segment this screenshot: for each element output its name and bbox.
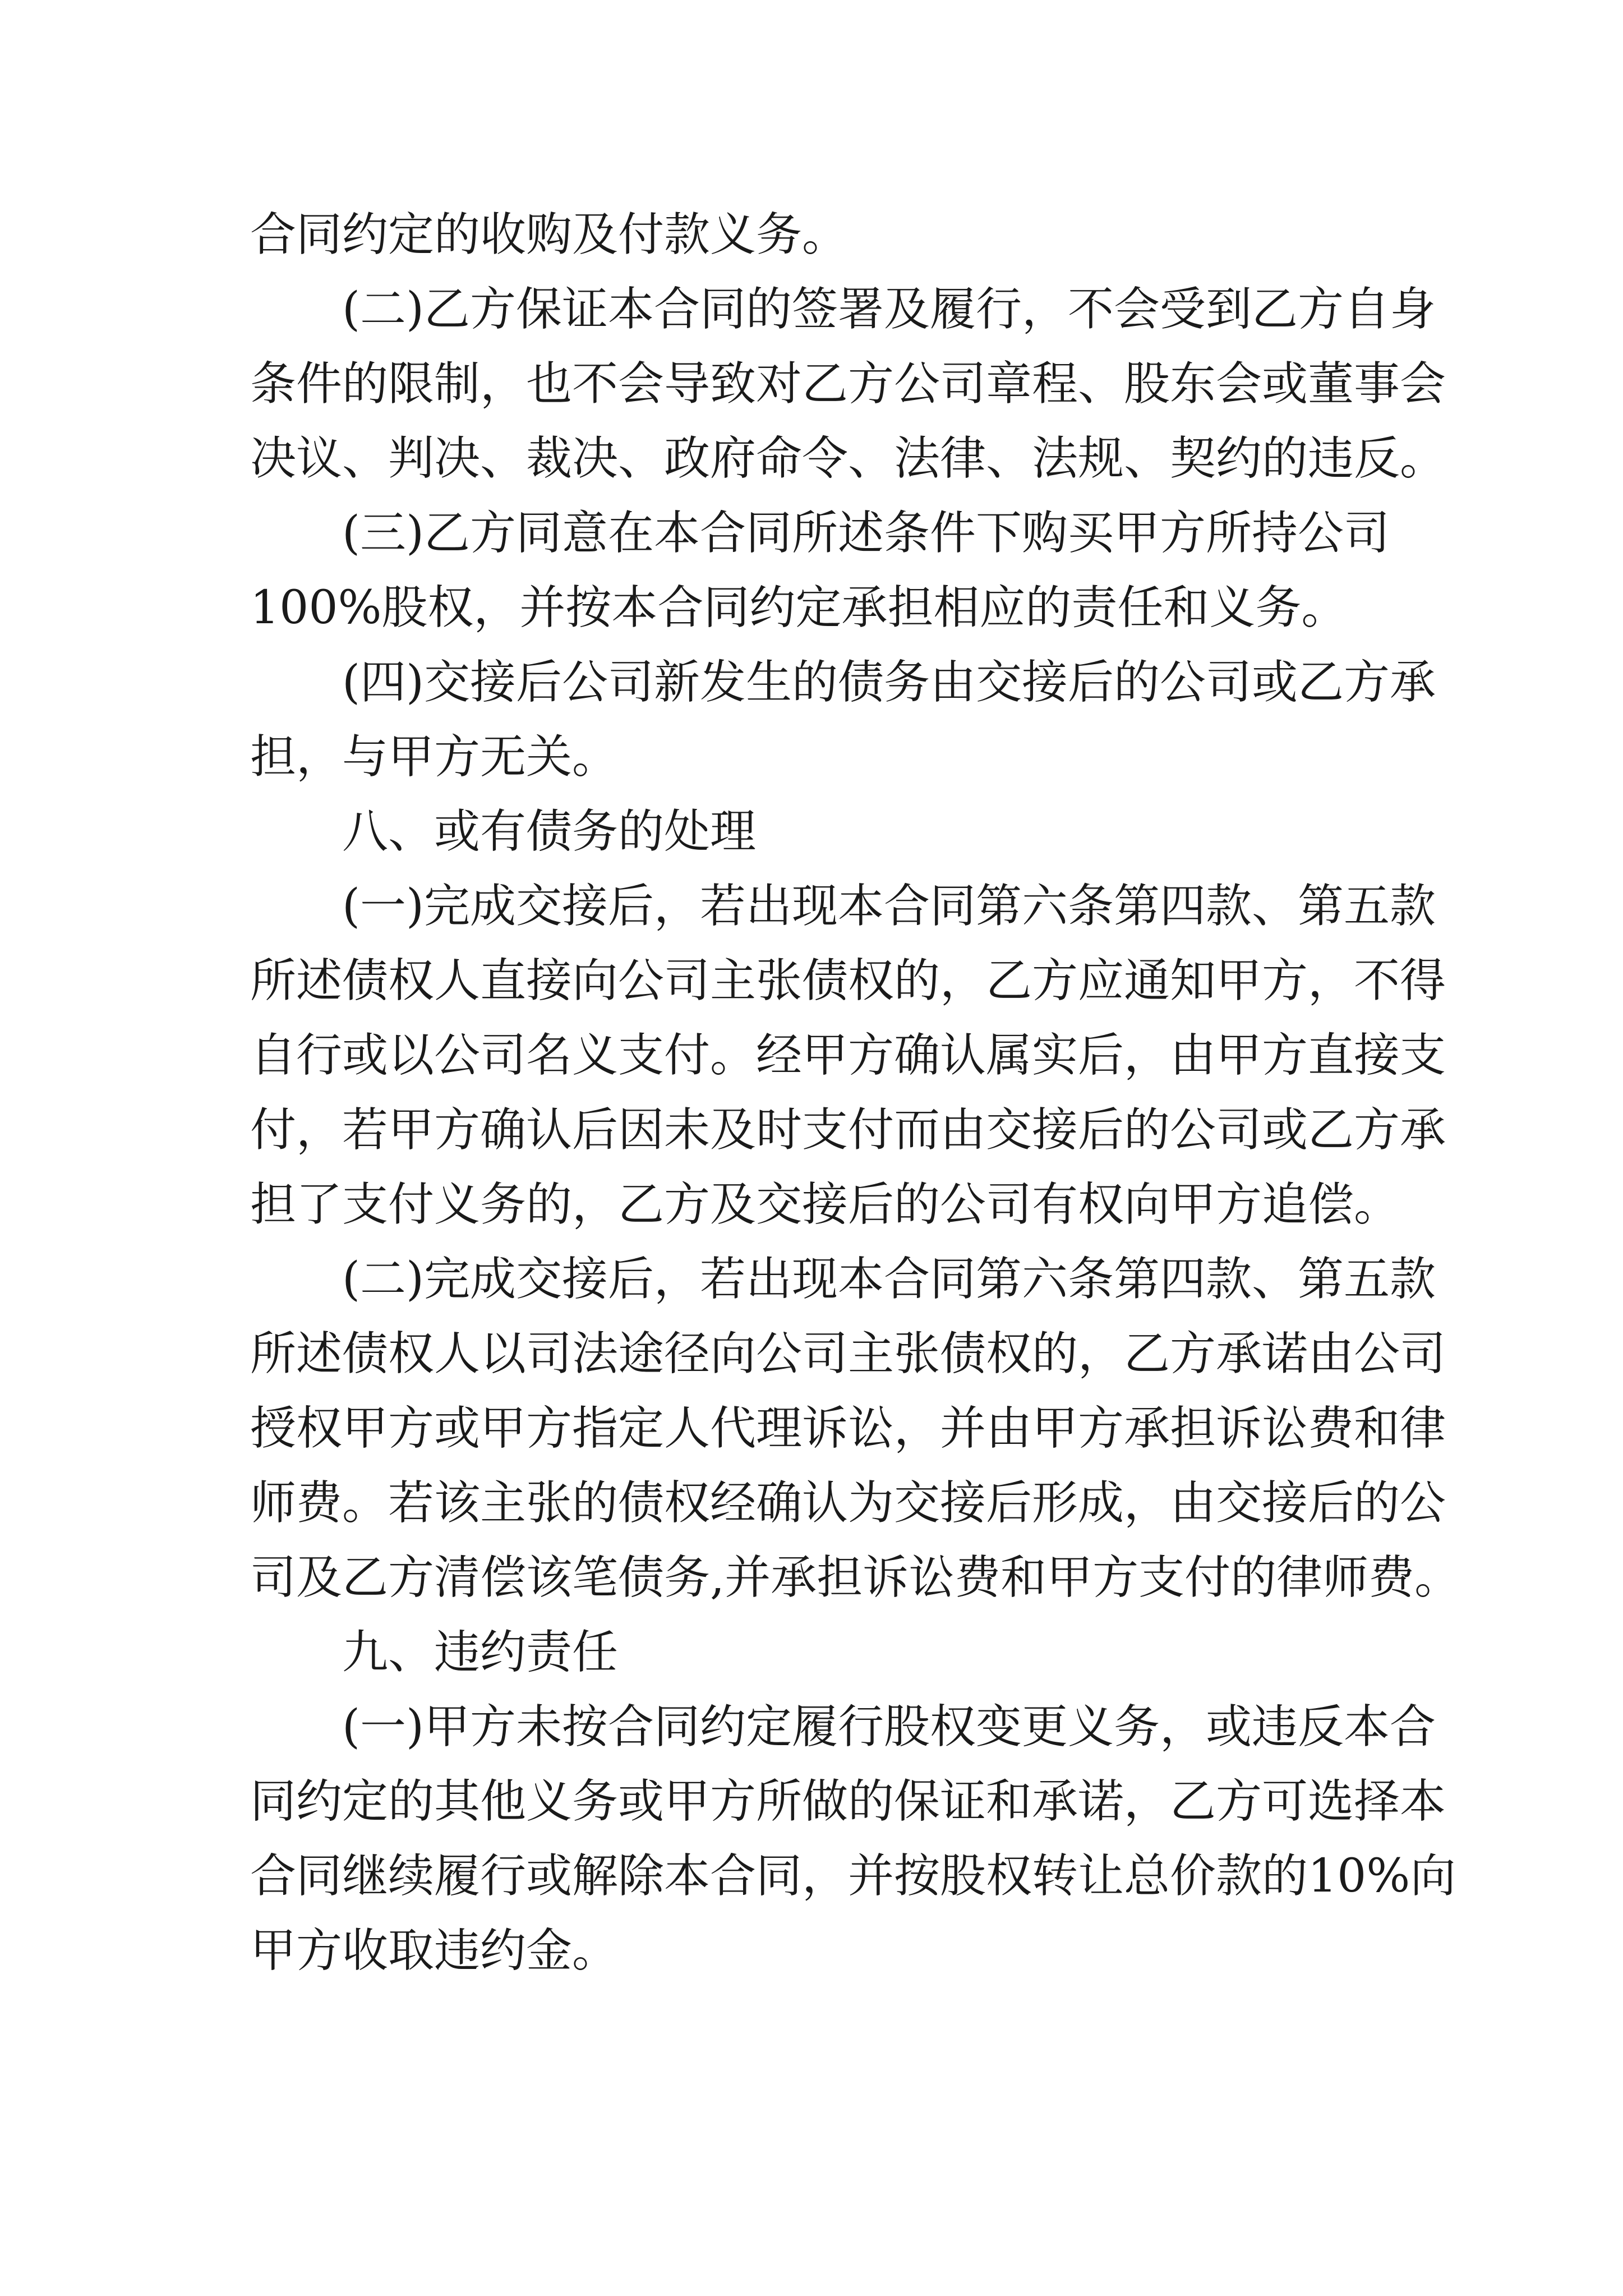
clause-8-2-line-5: 司及乙方清偿该笔债务,并承担诉讼费和甲方支付的律师费。 [250, 1551, 1461, 1604]
clause-8-2-line-3: 授权甲方或甲方指定人代理诉讼，并由甲方承担诉讼费和律 [250, 1402, 1446, 1455]
clause-8-1-line-4: 付，若甲方确认后因未及时支付而由交接后的公司或乙方承 [250, 1103, 1446, 1157]
section-9-heading: 九、违约责任 [342, 1626, 619, 1679]
clause-9-1-line-3: 合同继续履行或解除本合同，并按股权转让总价款的10%向 [250, 1849, 1456, 1903]
clause-7-2-line-1: (二)乙方保证本合同的签署及履行，不会受到乙方自身 [342, 283, 1436, 336]
clause-9-1-line-4: 甲方收取违约金。 [250, 1924, 619, 1977]
clause-7-4-line-2: 担，与甲方无关。 [250, 730, 619, 784]
text-line: 合同约定的收购及付款义务。 [250, 208, 849, 261]
contract-text-body [250, 197, 1461, 1988]
clause-8-1-line-1: (一)完成交接后，若出现本合同第六条第四款、第五款 [342, 880, 1436, 933]
clause-8-1-line-2: 所述债权人直接向公司主张债权的，乙方应通知甲方，不得 [250, 954, 1446, 1007]
clause-8-1-line-5: 担了支付义务的，乙方及交接后的公司有权向甲方追偿。 [250, 1178, 1400, 1231]
clause-8-2-line-4: 师费。若该主张的债权经确认为交接后形成，由交接后的公 [250, 1476, 1446, 1530]
clause-7-4-line-1: (四)交接后公司新发生的债务由交接后的公司或乙方承 [342, 656, 1436, 709]
clause-9-1-line-1: (一)甲方未按合同约定履行股权变更义务，或违反本合 [342, 1700, 1436, 1754]
clause-8-1-line-3: 自行或以公司名义支付。经甲方确认属实后，由甲方直接支 [250, 1029, 1446, 1082]
clause-7-2-line-2: 条件的限制，也不会导致对乙方公司章程、股东会或董事会 [250, 357, 1446, 411]
clause-7-2-line-3: 决议、判决、裁决、政府命令、法律、法规、契约的违反。 [250, 432, 1446, 485]
clause-7-3-line-1: (三)乙方同意在本合同所述条件下购买甲方所持公司 [342, 507, 1390, 560]
clause-8-2-line-2: 所述债权人以司法途径向公司主张债权的，乙方承诺由公司 [250, 1327, 1446, 1381]
clause-7-3-line-2: 100%股权，并按本合同约定承担相应的责任和义务。 [250, 581, 1348, 634]
clause-8-2-line-1: (二)完成交接后，若出现本合同第六条第四款、第五款 [342, 1253, 1436, 1306]
section-8-heading: 八、或有债务的处理 [342, 805, 757, 858]
clause-9-1-line-2: 同约定的其他义务或甲方所做的保证和承诺，乙方可选择本 [250, 1775, 1446, 1828]
